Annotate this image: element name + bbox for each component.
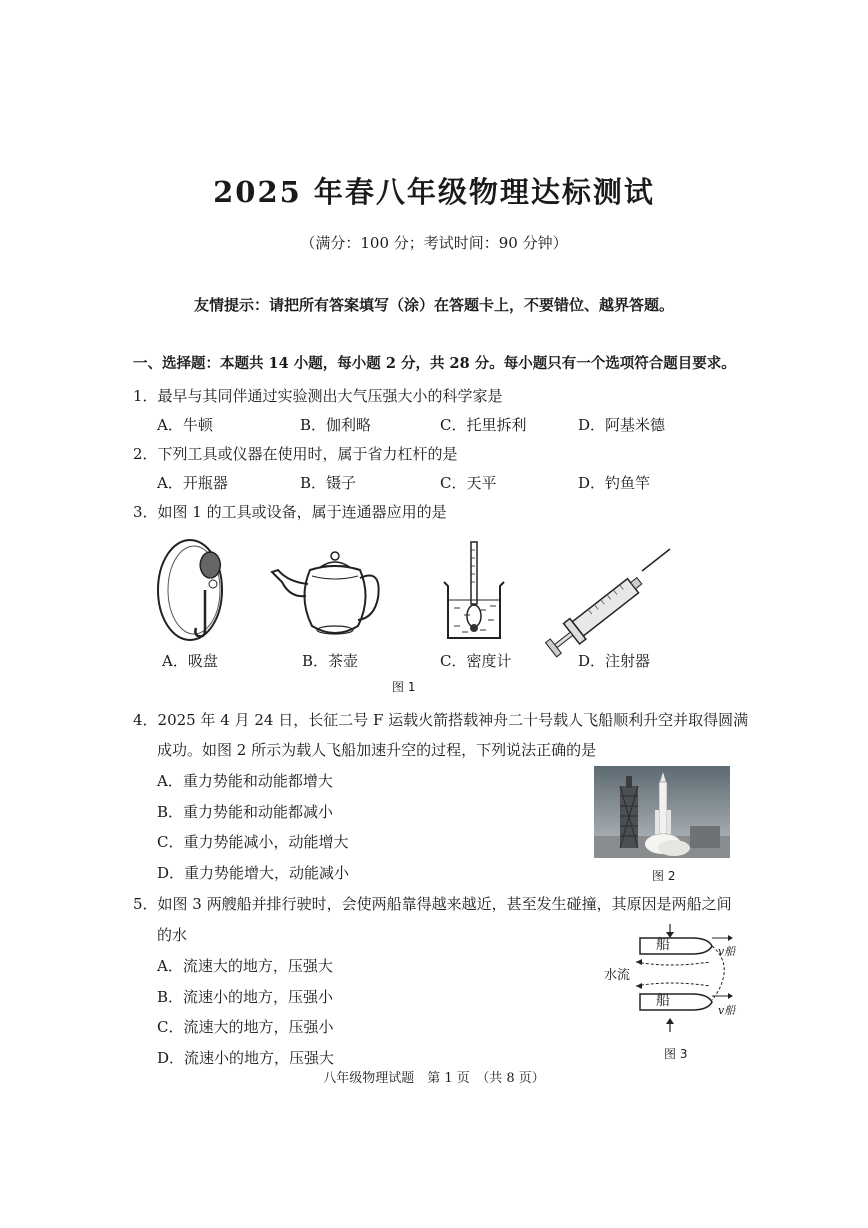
fig1-label-b: B．茶壶 xyxy=(302,652,359,670)
q5-option-d: D．流速小的地方，压强大 xyxy=(157,1049,335,1067)
question-1-stem: 1．最早与其同伴通过实验测出大气压强大小的科学家是 xyxy=(133,387,503,405)
q4-option-d: D．重力势能增大，动能减小 xyxy=(157,864,350,882)
q4-option-a: A．重力势能和动能都增大 xyxy=(157,772,333,790)
boat-top-label: 船 xyxy=(656,937,670,953)
q2-option-d: D．钓鱼竿 xyxy=(578,474,651,492)
page-footer: 八年级物理试题 第 1 页 （共 8 页） xyxy=(323,1071,545,1086)
q1-option-d: D．阿基米德 xyxy=(578,416,666,434)
q4-option-b: B．重力势能和动能都减小 xyxy=(157,803,334,821)
figure-3-caption: 图 3 xyxy=(664,1047,688,1061)
water-flow-label: 水流 xyxy=(604,968,631,983)
question-4-stem-line1: 4．2025 年 4 月 24 日，长征二号 F 运载火箭搭载神舟二十号载人飞船顺利升空并取得圆满 xyxy=(133,711,749,729)
q2-option-b: B．镊子 xyxy=(300,474,357,492)
question-4-stem-line2: 成功。如图 2 所示为载人飞船加速升空的过程，下列说法正确的是 xyxy=(157,741,597,759)
q1-option-c: C．托里拆利 xyxy=(440,416,527,434)
q4-option-c: C．重力势能减小，动能增大 xyxy=(157,833,349,851)
boat-bottom-label: 船 xyxy=(656,993,670,1009)
question-2-stem: 2．下列工具或仪器在使用时，属于省力杠杆的是 xyxy=(133,445,458,463)
question-3-stem: 3．如图 1 的工具或设备，属于连通器应用的是 xyxy=(133,503,447,521)
exam-info: （满分：100 分；考试时间：90 分钟） xyxy=(300,234,568,252)
q1-option-b: B．伽利略 xyxy=(300,416,372,434)
q2-option-a: A．开瓶器 xyxy=(157,474,228,492)
hydrometer-illustration xyxy=(440,540,510,643)
figure-2-caption: 图 2 xyxy=(652,869,676,883)
fig1-label-c: C．密度计 xyxy=(440,652,512,670)
q1-option-a: A．牛顿 xyxy=(157,416,213,434)
velocity-bottom-label: v船 xyxy=(718,1004,736,1017)
velocity-top-label: v船 xyxy=(718,945,736,958)
rocket-launch-photo xyxy=(594,766,730,858)
question-5-stem-line1: 5．如图 3 两艘船并排行驶时，会使两船靠得越来越近，甚至发生碰撞，其原因是两船之间 xyxy=(133,895,732,913)
q5-option-b: B．流速小的地方，压强小 xyxy=(157,988,334,1006)
friendly-tip: 友情提示：请把所有答案填写（涂）在答题卡上，不要错位、越界答题。 xyxy=(193,296,674,314)
fig1-label-d: D．注射器 xyxy=(578,652,651,670)
fig1-label-a: A．吸盘 xyxy=(162,652,218,670)
q5-option-c: C．流速大的地方，压强小 xyxy=(157,1018,334,1036)
boats-diagram xyxy=(600,922,740,1044)
suction-cup-illustration xyxy=(150,538,240,643)
figure-1-caption: 图 1 xyxy=(392,680,416,694)
section-heading: 一、选择题：本题共 14 小题，每小题 2 分，共 28 分。每小题只有一个选项符合题目要求。 xyxy=(133,355,736,372)
question-5-stem-line2: 的水 xyxy=(157,926,188,944)
q2-option-c: C．天平 xyxy=(440,474,497,492)
page-title: 2025 年春八年级物理达标测试 xyxy=(213,175,655,209)
syringe-illustration xyxy=(560,545,675,645)
q5-option-a: A．流速大的地方，压强大 xyxy=(157,957,333,975)
teapot-illustration xyxy=(270,548,385,643)
